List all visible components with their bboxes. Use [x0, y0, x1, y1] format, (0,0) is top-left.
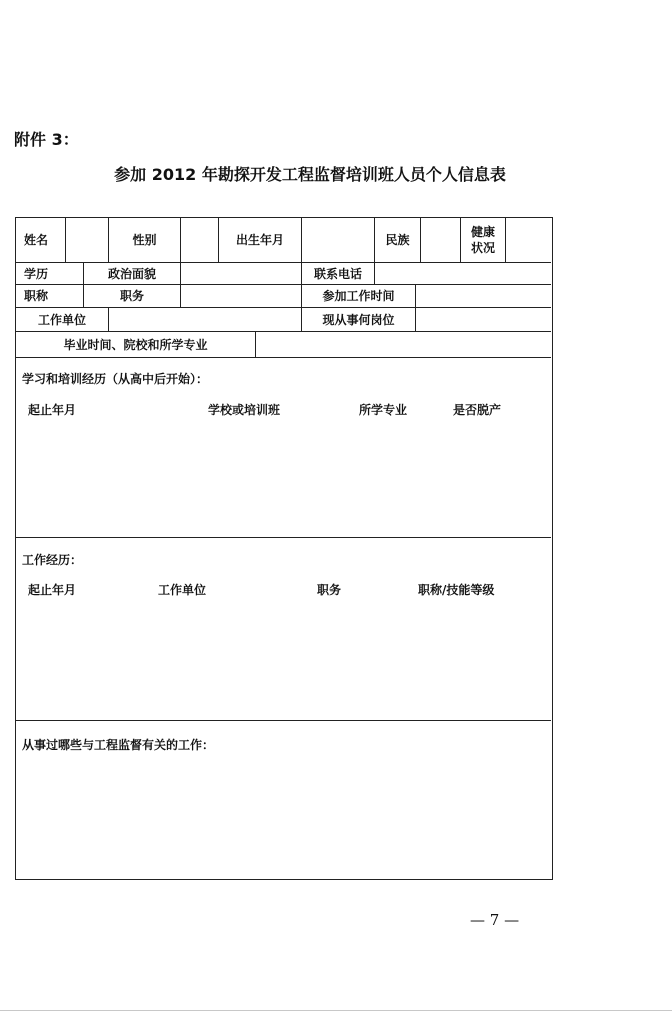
position-value[interactable]	[181, 285, 302, 308]
graduation-label: 毕业时间、院校和所学专业	[16, 332, 256, 358]
work-heading: 工作经历：	[22, 553, 83, 567]
phone-label: 联系电话	[302, 263, 375, 285]
ethnicity-label: 民族	[375, 218, 421, 263]
study-section[interactable]	[16, 358, 551, 538]
birth-value[interactable]	[302, 218, 375, 263]
scan-edge-line	[0, 1010, 672, 1011]
health-label	[461, 218, 506, 263]
work-col-title: 职称/技能等级	[418, 583, 495, 597]
politics-value[interactable]	[181, 263, 302, 285]
study-heading: 学习和培训经历（从高中后开始）：	[22, 372, 209, 386]
name-value[interactable]	[66, 218, 109, 263]
work-col-period: 起止年月	[28, 583, 77, 597]
work-section[interactable]	[16, 538, 551, 721]
study-col-school: 学校或培训班	[208, 403, 281, 417]
work-start-label: 参加工作时间	[302, 285, 416, 308]
health-label-line1: 健康	[470, 225, 495, 239]
work-col-position: 职务	[317, 583, 342, 597]
supervision-heading: 从事过哪些与工程监督有关的工作：	[22, 738, 215, 752]
birth-label: 出生年月	[219, 218, 302, 263]
phone-value[interactable]	[375, 263, 551, 285]
current-post-value[interactable]	[416, 308, 551, 332]
gender-value[interactable]	[181, 218, 219, 263]
ethnicity-value[interactable]	[421, 218, 461, 263]
health-value[interactable]	[506, 218, 551, 263]
work-col-employer: 工作单位	[158, 583, 207, 597]
study-col-fulltime: 是否脱产	[453, 403, 502, 417]
health-label-line2: 状况	[470, 241, 495, 255]
title-rank-label: 职称	[16, 285, 84, 308]
form-title: 参加 2012 年勘探开发工程监督培训班人员个人信息表	[114, 165, 506, 184]
current-post-label: 现从事何岗位	[302, 308, 416, 332]
name-label: 姓名	[16, 218, 66, 263]
gender-label: 性别	[109, 218, 181, 263]
annex-label: 附件 3：	[14, 130, 79, 149]
graduation-value[interactable]	[256, 332, 551, 358]
study-col-major: 所学专业	[359, 403, 408, 417]
work-start-value[interactable]	[416, 285, 551, 308]
employer-label: 工作单位	[16, 308, 109, 332]
education-label: 学历	[16, 263, 84, 285]
politics-label: 政治面貌	[84, 263, 181, 285]
info-form-table	[15, 217, 553, 880]
position-label: 职务	[84, 285, 181, 308]
study-col-period: 起止年月	[28, 403, 77, 417]
employer-value[interactable]	[109, 308, 302, 332]
page-number: — 7 —	[470, 911, 520, 929]
supervision-section[interactable]	[16, 721, 551, 878]
